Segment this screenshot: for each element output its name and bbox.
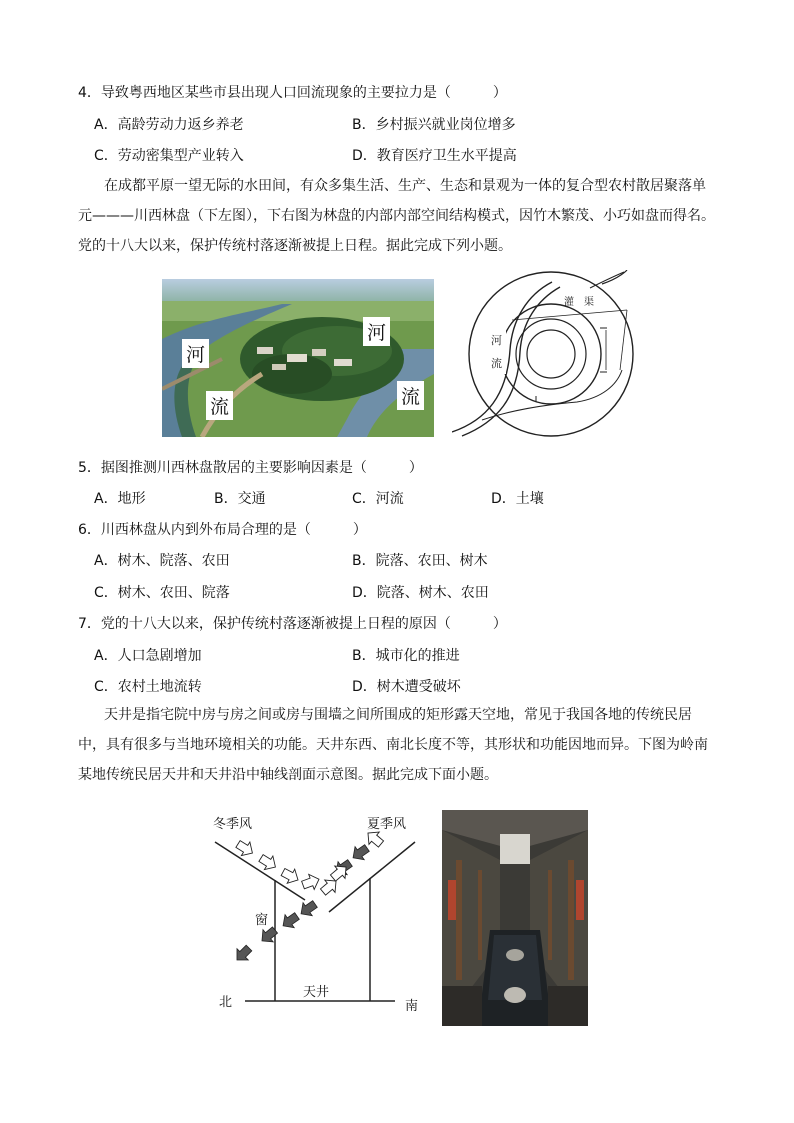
photo-label-river-1: 河 — [182, 339, 209, 368]
q7-option-d: D．树木遭受破坏 — [352, 679, 461, 695]
q7-option-a: A．人口急剧增加 — [94, 648, 202, 664]
q5-option-d: D．土壤 — [491, 491, 544, 507]
q5-option-a: A．地形 — [94, 491, 146, 507]
q7-option-b: B．城市化的推进 — [352, 648, 460, 664]
label-summer-wind: 夏季风 — [367, 817, 407, 832]
photo-label-flow-2: 流 — [397, 381, 424, 410]
q6-option-a: A．树木、院落、农田 — [94, 553, 230, 569]
q5-option-c: C．河流 — [352, 491, 404, 507]
diagram-label-canal: 灌 渠 — [564, 297, 594, 308]
label-north: 北 — [219, 995, 233, 1010]
q6-option-d: D．院落、树木、农田 — [352, 585, 489, 601]
label-courtyard: 天井 — [303, 985, 330, 1000]
q5-option-b: B．交通 — [214, 491, 266, 507]
q4-option-b: B．乡村振兴就业岗位增多 — [352, 117, 516, 133]
question-5-stem: 5．据图推测川西林盘散居的主要影响因素是（ ） — [78, 460, 423, 476]
passage-tianjing: 天井是指宅院中房与房之间或房与围墙之间所围成的矩形露天空地，常见于我国各地的传统民居中，具有很多与当地环境相关的功能。天井东西、南北长度不等，其形状和功能因地而异。下图为岭南某地传统民居天井和天井沿中轴线剖面示意图。据此完成下面小题。 — [78, 707, 708, 783]
question-7-stem: 7．党的十八大以来，保护传统村落逐渐被提上日程的原因（ ） — [78, 616, 507, 632]
q4-option-c: C．劳动密集型产业转入 — [94, 148, 244, 164]
q4-option-a: A．高龄劳动力返乡养老 — [94, 117, 244, 133]
photo-label-river-2: 河 — [363, 317, 390, 346]
label-window: 窗 — [255, 913, 269, 928]
question-4-stem: 4．导致粤西地区某些市县出现人口回流现象的主要拉力是（ ） — [78, 85, 507, 101]
q6-option-b: B．院落、农田、树木 — [352, 553, 488, 569]
linpan-structure-diagram — [452, 270, 642, 440]
question-6-stem: 6．川西林盘从内到外布局合理的是（ ） — [78, 522, 367, 538]
linpan-aerial-photo — [162, 279, 434, 437]
q6-option-c: C．树木、农田、院落 — [94, 585, 230, 601]
label-winter-wind: 冬季风 — [213, 817, 253, 832]
label-south: 南 — [405, 999, 419, 1014]
photo-label-flow-1: 流 — [206, 391, 233, 420]
passage-linpan: 在成都平原一望无际的水田间，有众多集生活、生产、生态和景观为一体的复合型农村散居聚落单元———川西林盘（下左图），下右图为林盘的内部内部空间结构模式，因竹木繁茂、小巧如盘而得名。党的十八大以来，保护传统村落逐渐被提上日程。据此完成下列小题。 — [78, 178, 715, 254]
q4-option-d: D．教育医疗卫生水平提高 — [352, 148, 517, 164]
tianjing-section-diagram — [205, 808, 427, 1018]
tianjing-photo — [442, 810, 588, 1026]
diagram-label-flow: 流 — [491, 357, 502, 370]
q7-option-c: C．农村土地流转 — [94, 679, 202, 695]
diagram-label-river: 河 — [491, 334, 502, 347]
